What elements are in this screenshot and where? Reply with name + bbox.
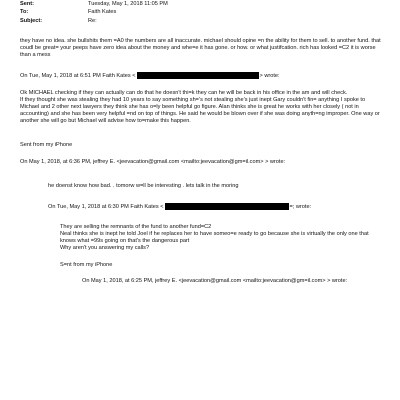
quote-header-text: On Tue, May 1, 2018 at 6:51 PM Faith Kates < (20, 73, 136, 80)
subject-label: Subject: (20, 17, 43, 24)
to-value: Faith Kates (88, 9, 117, 16)
email-header (20, 0, 390, 26)
sent-label: Sent: (20, 0, 34, 7)
message-paragraph: Why aren't you answering my calls? (60, 245, 150, 252)
quote-header: On May 1, 2018, at 6:25 PM, jeffrey E. <jeevacation@gmail.com <mailto:jeevacation@gm=il.com> > wrote: (82, 277, 348, 284)
message-paragraph: If they thought she was stealing they had 10 years to say something sh=’s not stealing she’s just inept Gary couldn't fin= anything I spoke to Michael and 2 other next lawyers they think she has o=ly been helpful go figure. Alan thinks she is great he works with her closely ( not in accounting) and she has been very helpful =nd on top of things. He said he would be blown over if she was doing anyth=ng improper. One way or another she will go but Michael will advise how to=make this happen. (20, 96, 380, 125)
redaction-bar (165, 203, 289, 210)
message-paragraph: Ok MICHAEL checking if they can actually can do that he doesn't thi=k they can he will be back in his office in the am and will check. (20, 89, 348, 96)
quote-header-tail: > wrote: (259, 73, 280, 80)
sent-value: Tuesday, May 1, 2018 11:05 PM (88, 0, 168, 7)
message-paragraph: they have no idea. she bullshits them =A0 the numbers are all inaccurate. michael should opine =n the ability for them to sell. to another fund. that coudl be great= your peeps have zero idea about the money and whe=e it has gone. or how. or what justifcation. rich has looked =C2 it is worse than a mess (20, 38, 381, 59)
redaction-bar (137, 72, 259, 79)
quote-header: On May 1, 2018, at 6:36 PM, jeffrey E. <jeevacation@gmail.com <mailto:jeevacation@gm=il.com> > wrote: (20, 158, 286, 165)
quote-header-text: On Tue, May 1, 2018 at 6:30 PM Faith Kates < (48, 203, 164, 210)
quote-header-tail: =; wrote: (289, 203, 312, 210)
subject-value: Re: (88, 17, 97, 24)
quote-header (20, 203, 382, 211)
to-label: To: (20, 9, 29, 16)
message-paragraph: They are selling the remnants of the fund to another fund=C2 (60, 224, 212, 230)
message-paragraph: Neal thinks she is inept he told Joel if he replaces her to have someo=e ready to go because she is virtually the only one that knows what =99s going on that's the dangerous part (60, 231, 369, 245)
sent-row (20, 0, 390, 9)
signature: S=nt from my iPhone (60, 261, 113, 268)
message-paragraph: he doenst know how bad. . tomorw w=ll be interesting . lets talk in the moring (48, 182, 239, 189)
signature: Sent from my iPhone (20, 142, 73, 149)
email-body (20, 38, 382, 285)
to-row (20, 9, 390, 18)
quote-header (20, 72, 382, 80)
subject-row (20, 17, 390, 26)
